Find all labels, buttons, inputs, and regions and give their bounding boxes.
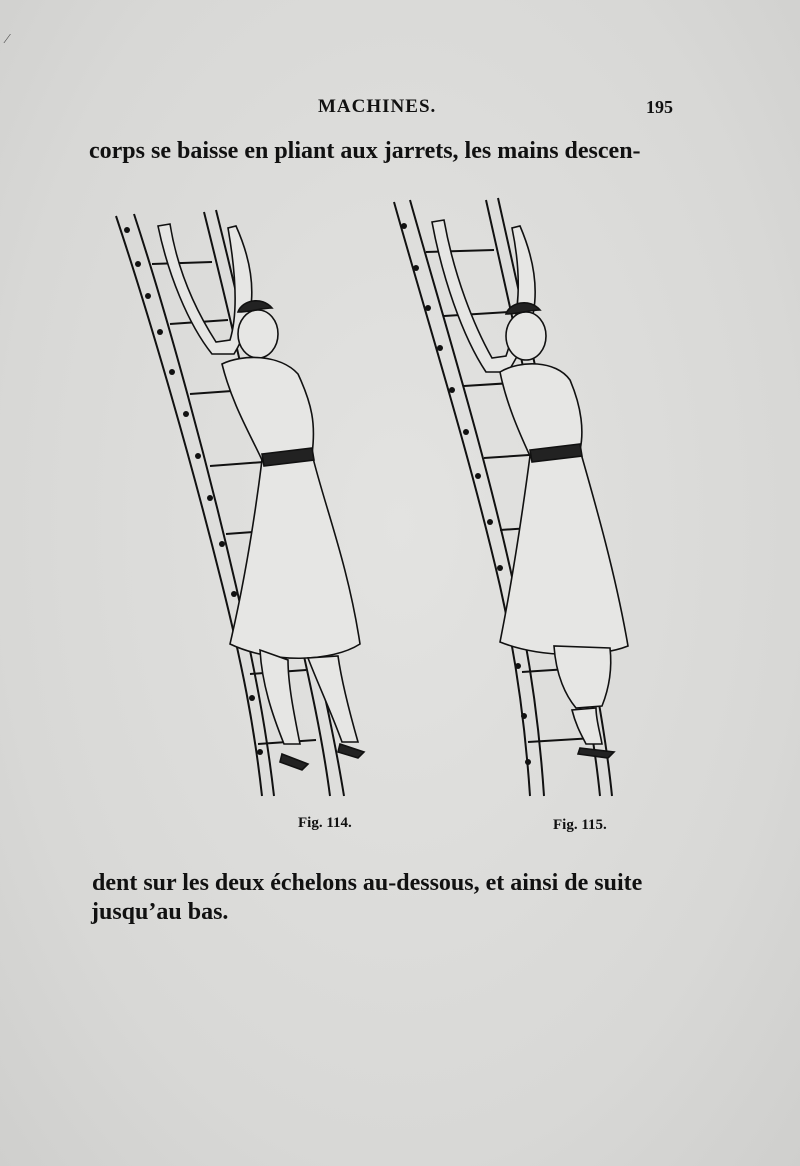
body-line-bottom-1: dent sur les deux échelons au-dessous, et ainsi de suite [92,870,643,896]
body-line-top: corps se baisse en pliant aux jarrets, les mains descen- [89,138,641,164]
margin-mark: ⁄ [6,32,9,47]
page-number: 195 [646,97,673,117]
figure-115-caption: Fig. 115. [553,817,607,833]
body-line-bottom-2: jusqu’au bas. [91,899,229,925]
running-title: MACHINES. [318,96,437,117]
figure-114-illustration [112,204,374,802]
figure-114-caption: Fig. 114. [298,815,352,831]
figure-115-illustration [390,196,640,802]
